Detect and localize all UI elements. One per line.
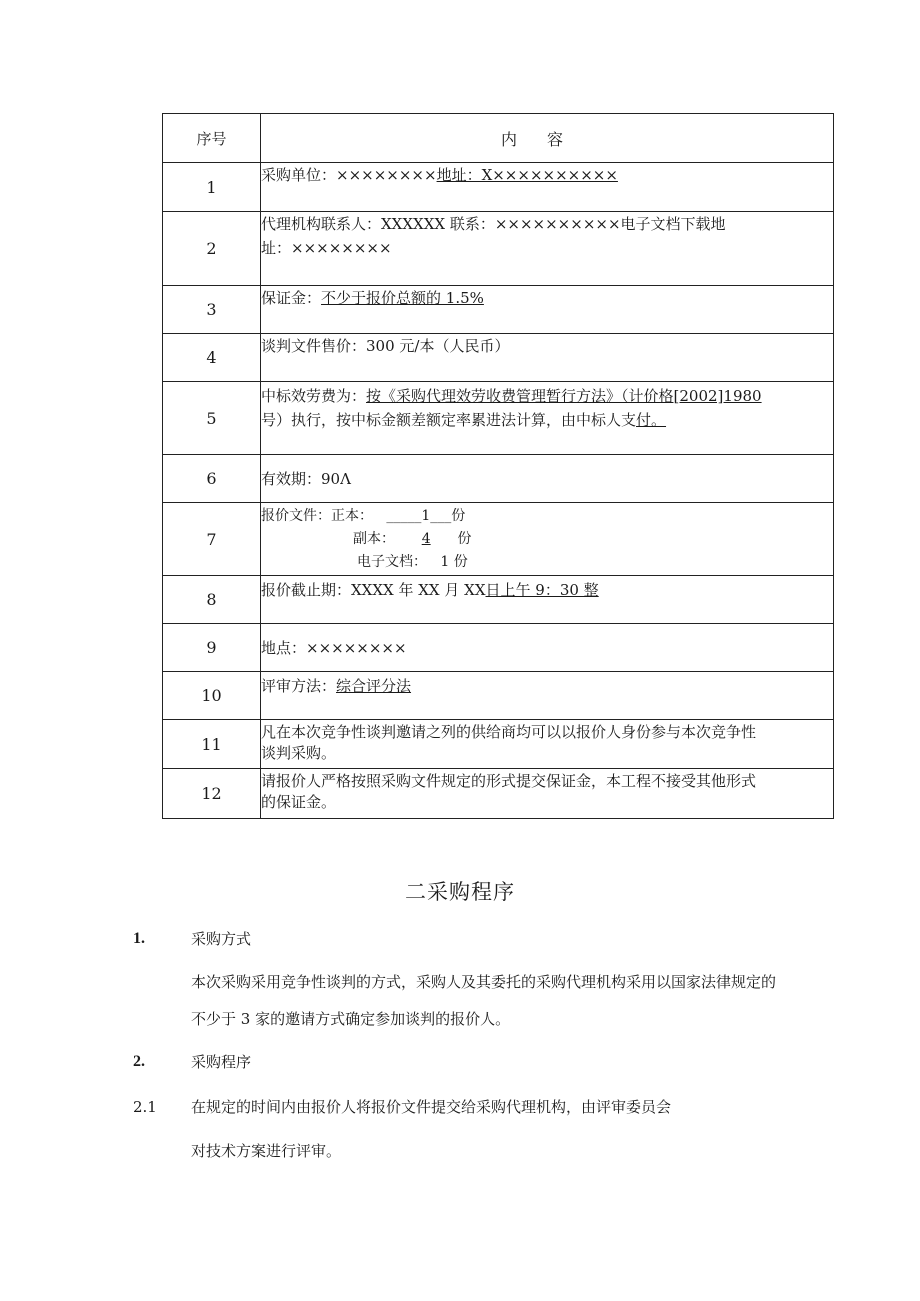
text: 按《采购代理效劳收费管理暂行方法》（计价格[2002]1980 (366, 387, 762, 405)
text: 报价截止期：XXXX 年 XX 月 XX (261, 581, 486, 599)
text: 不少于报价总额的 1.5% (321, 289, 484, 307)
item-number: 2. (133, 1053, 145, 1070)
text: 代理机构联系人：XXXXXX 联系：××××××××××电子文档下载地 (261, 215, 726, 233)
row-number: 6 (163, 455, 261, 503)
item-number: 2.1 (133, 1098, 157, 1116)
row-number: 1 (163, 163, 261, 212)
copy-line (261, 528, 833, 551)
row-content (261, 576, 834, 624)
row-content (261, 503, 834, 576)
text: 份 (457, 531, 472, 547)
text: 评审方法： (261, 677, 337, 695)
table-row (163, 334, 834, 382)
text: 4 (421, 531, 431, 547)
section-title: 二采购程序 (405, 880, 515, 904)
text: 综合评分法 (336, 677, 412, 695)
text: 地址：X×××××××××× (436, 166, 618, 184)
table-row (163, 576, 834, 624)
text: 址：×××××××× (261, 239, 392, 257)
text: 保证金： (261, 289, 322, 307)
item-number: 1. (133, 930, 145, 947)
row-number: 5 (163, 382, 261, 455)
table-row (163, 624, 834, 672)
table-row (163, 720, 834, 769)
row-content (261, 212, 834, 286)
text: 采购单位：×××××××× (261, 166, 437, 184)
row-content (261, 720, 834, 769)
row-content (261, 382, 834, 455)
paragraph-line: 不少于 3 家的邀请方式确定参加谈判的报价人。 (191, 1010, 511, 1028)
text: 请报价人严格按照采购文件规定的形式提交保证金，本工程不接受其他形式 (261, 772, 757, 790)
row-number: 3 (163, 286, 261, 334)
text: 凡在本次竞争性谈判邀请之列的供给商均可以以报价人身份参与本次竞争性 (261, 723, 757, 741)
row-number: 2 (163, 212, 261, 286)
item-heading: 采购程序 (191, 1053, 252, 1071)
text: 报价文件：正本： (261, 508, 373, 524)
procurement-info-table (162, 113, 834, 819)
table-row (163, 769, 834, 819)
item-heading: 采购方式 (191, 930, 252, 948)
text: 副本： (353, 531, 395, 547)
row-number: 7 (163, 503, 261, 576)
row-content (261, 769, 834, 819)
electronic-line (261, 551, 833, 574)
table-row (163, 212, 834, 286)
row-content: 地点：×××××××× (261, 624, 834, 672)
text: 日上午 9：30 整 (485, 581, 599, 599)
text: 电子文档： (357, 554, 427, 570)
row-content: 有效期：90Λ (261, 455, 834, 503)
table-header-row (163, 114, 834, 163)
text: 中标效劳费为： (261, 387, 367, 405)
table-row (163, 503, 834, 576)
header-content: 内容 (261, 114, 834, 163)
row-number: 12 (163, 769, 261, 819)
paragraph-line: 本次采购采用竞争性谈判的方式，采购人及其委托的采购代理机构采用以国家法律规定的 (191, 973, 777, 991)
text: 付。 (636, 411, 667, 429)
header-no: 序号 (163, 114, 261, 163)
text: 1 份 (440, 554, 468, 570)
table-row (163, 455, 834, 503)
paragraph-line: 在规定的时间内由报价人将报价文件提交给采购代理机构，由评审委员会 (191, 1098, 672, 1116)
text: _____1___份 (386, 508, 466, 524)
row-number: 11 (163, 720, 261, 769)
table-row (163, 286, 834, 334)
row-content (261, 286, 834, 334)
row-content: 谈判文件售价：300 元/本（人民币） (261, 334, 834, 382)
row-number: 4 (163, 334, 261, 382)
table-row (163, 382, 834, 455)
text: 的保证金。 (261, 793, 337, 811)
table-row (163, 672, 834, 720)
text: 谈判采购。 (261, 744, 337, 762)
table-row (163, 163, 834, 212)
row-number: 8 (163, 576, 261, 624)
text: 号）执行，按中标金额差额定率累进法计算，由中标人支 (261, 411, 637, 429)
row-content (261, 672, 834, 720)
paragraph-line: 对技术方案进行评审。 (191, 1142, 342, 1160)
row-number: 9 (163, 624, 261, 672)
row-number: 10 (163, 672, 261, 720)
row-content (261, 163, 834, 212)
